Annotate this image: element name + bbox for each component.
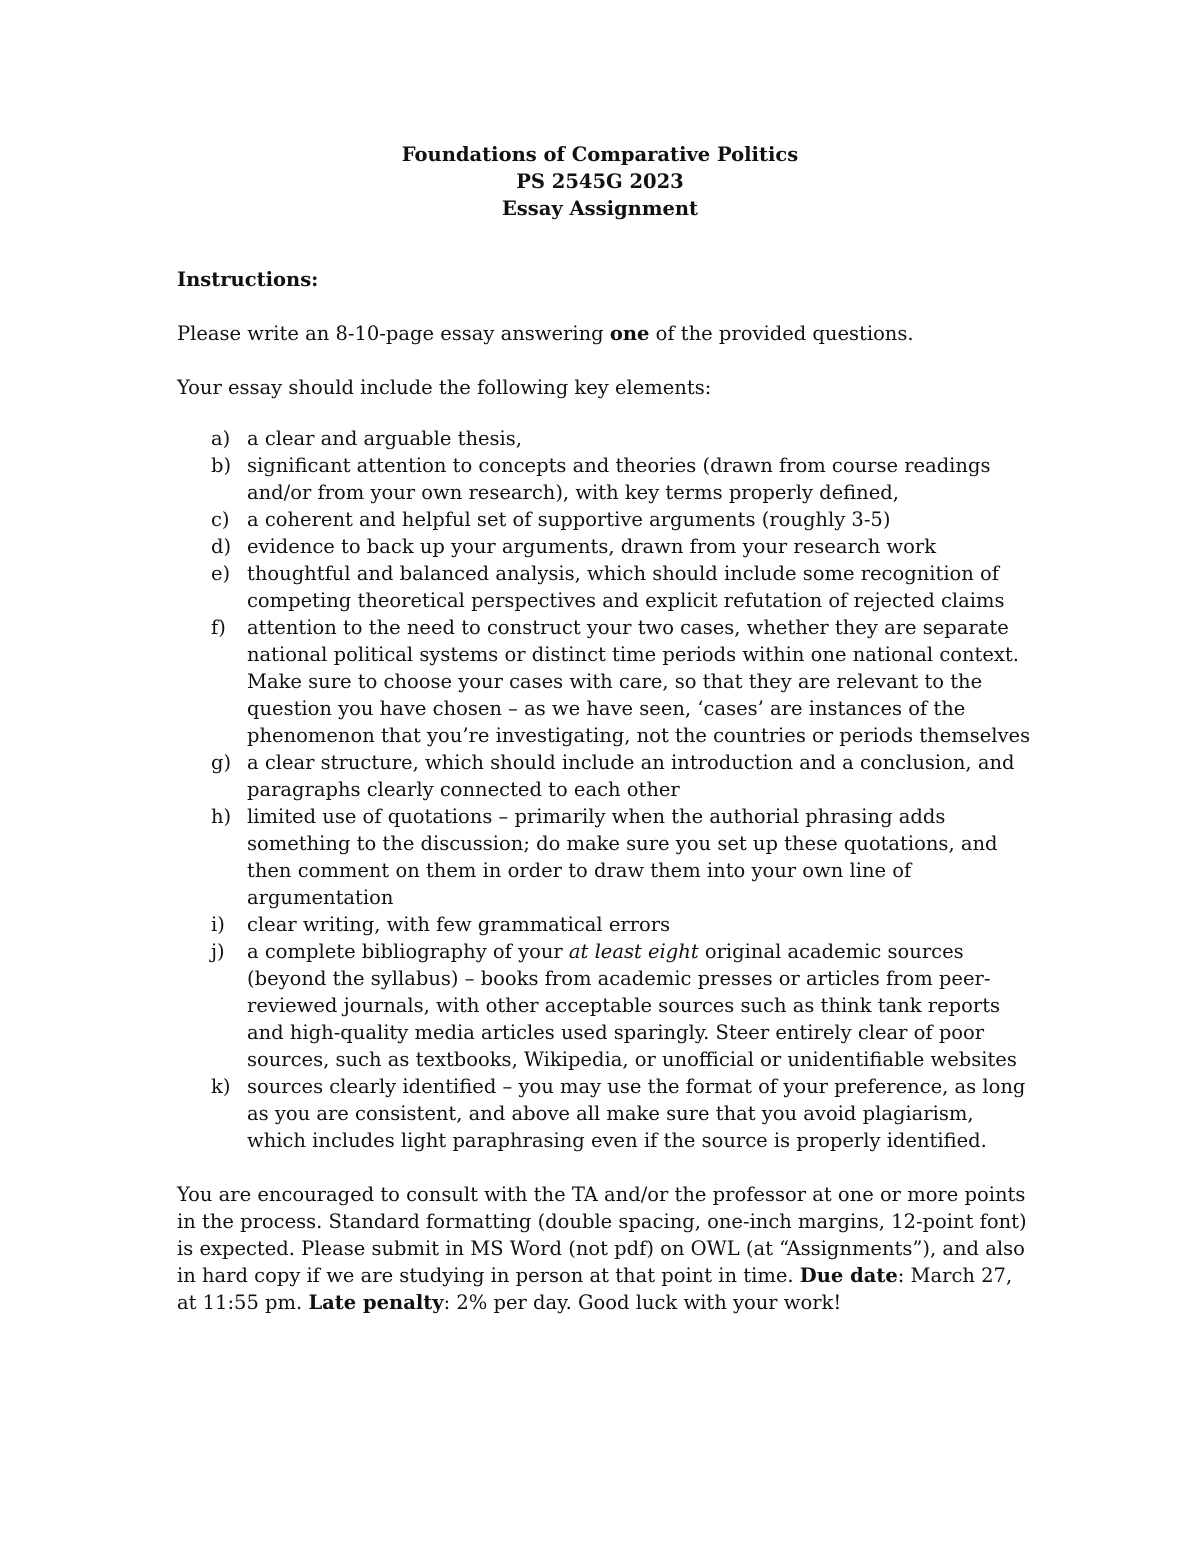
list-item-text-italic: at least eight (568, 940, 699, 963)
list-item-text: thoughtful and balanced analysis, which should include some recognition of competing theoretical perspectives and explicit refutation of rejected claims (247, 562, 1005, 612)
elements-intro: Your essay should include the following key elements: (177, 376, 712, 399)
list-item (177, 425, 1037, 452)
list-marker: h) (211, 805, 232, 828)
course-code: PS 2545G 2023 (516, 170, 684, 193)
list-item (177, 614, 1037, 749)
list-item-text-after: original academic sources (beyond the syllabus) – books from academic presses or articles from peer-reviewed journals, with other acceptable sources such as think tank reports and high-quality media articles used sparingly. Steer entirely clear of poor sources, such as textbooks, Wikipedia, or unofficial or unidentifiable websites (247, 940, 1017, 1071)
list-marker: k) (211, 1075, 231, 1098)
list-item-text: attention to the need to construct your two cases, whether they are separate national political systems or distinct time periods within one national context. Make sure to choose your cases with care, so that they are relevant to the question you have chosen – as we have seen, ‘cases’ are instances of the phenomenon that you’re investigating, not the countries or periods themselves (247, 616, 1031, 747)
due-date-label: Due date (799, 1264, 898, 1287)
list-marker: c) (211, 508, 230, 531)
document-header (0, 141, 1200, 222)
list-item (177, 452, 1037, 506)
list-item-text-before: a complete bibliography of your (247, 940, 569, 963)
list-item (177, 749, 1037, 803)
list-item-text: clear writing, with few grammatical errors (247, 913, 671, 936)
list-item-text: sources clearly identified – you may use the format of your preference, as long as you are consistent, and above all make sure that you avoid plagiarism, which includes light paraphrasing even if the source is properly identified. (247, 1075, 1026, 1152)
list-item-text: significant attention to concepts and theories (drawn from course readings and/or from your own research), with key terms properly defined, (247, 454, 991, 504)
list-marker: j) (211, 940, 225, 963)
list-item-text: evidence to back up your arguments, drawn from your research work (247, 535, 937, 558)
list-marker: d) (211, 535, 232, 558)
list-item (177, 1073, 1037, 1154)
document-body (177, 266, 1037, 1316)
list-marker: b) (211, 454, 232, 477)
intro-text-after: of the provided questions. (649, 322, 914, 345)
instructions-heading: Instructions: (177, 268, 319, 291)
late-penalty-value: : 2% per day. Good luck with your work! (443, 1291, 842, 1314)
due-date-value: : March 27, at 11:55 pm. (177, 1264, 1013, 1314)
list-marker: a) (211, 427, 231, 450)
list-item (177, 506, 1037, 533)
instructions-intro (177, 320, 1037, 347)
key-elements-list (177, 425, 1037, 1154)
list-item (177, 938, 1037, 1073)
intro-text-before: Please write an 8-10-page essay answering (177, 322, 610, 345)
closing-text: You are encouraged to consult with the TA and/or the professor at one or more points in the process. Standard formatting (double spacing, one-inch margins, 12-point font) is expected. Please submit in MS Word (not pdf) on OWL (at “Assignments”), and also in hard copy if we are studying in person at that point in time. (177, 1183, 1027, 1287)
list-item (177, 803, 1037, 911)
list-marker: e) (211, 562, 231, 585)
list-item (177, 533, 1037, 560)
list-item (177, 911, 1037, 938)
late-penalty-label: Late penalty (308, 1291, 444, 1314)
course-title: Foundations of Comparative Politics (401, 143, 799, 166)
list-item (177, 560, 1037, 614)
list-marker: i) (211, 913, 225, 936)
list-item-text: limited use of quotations – primarily when the authorial phrasing adds something to the discussion; do make sure you set up these quotations, and then comment on them in order to draw them into your own line of argumentation (247, 805, 998, 909)
list-item-text: a coherent and helpful set of supportive arguments (roughly 3-5) (247, 508, 891, 531)
list-item-text: a clear and arguable thesis, (247, 427, 522, 450)
intro-text-bold: one (609, 322, 650, 345)
assignment-title: Essay Assignment (501, 197, 699, 220)
list-item-text: a clear structure, which should include an introduction and a conclusion, and paragraphs clearly connected to each other (247, 751, 1015, 801)
list-marker: g) (211, 751, 232, 774)
list-marker: f) (211, 616, 226, 639)
closing-paragraph (177, 1181, 1037, 1316)
